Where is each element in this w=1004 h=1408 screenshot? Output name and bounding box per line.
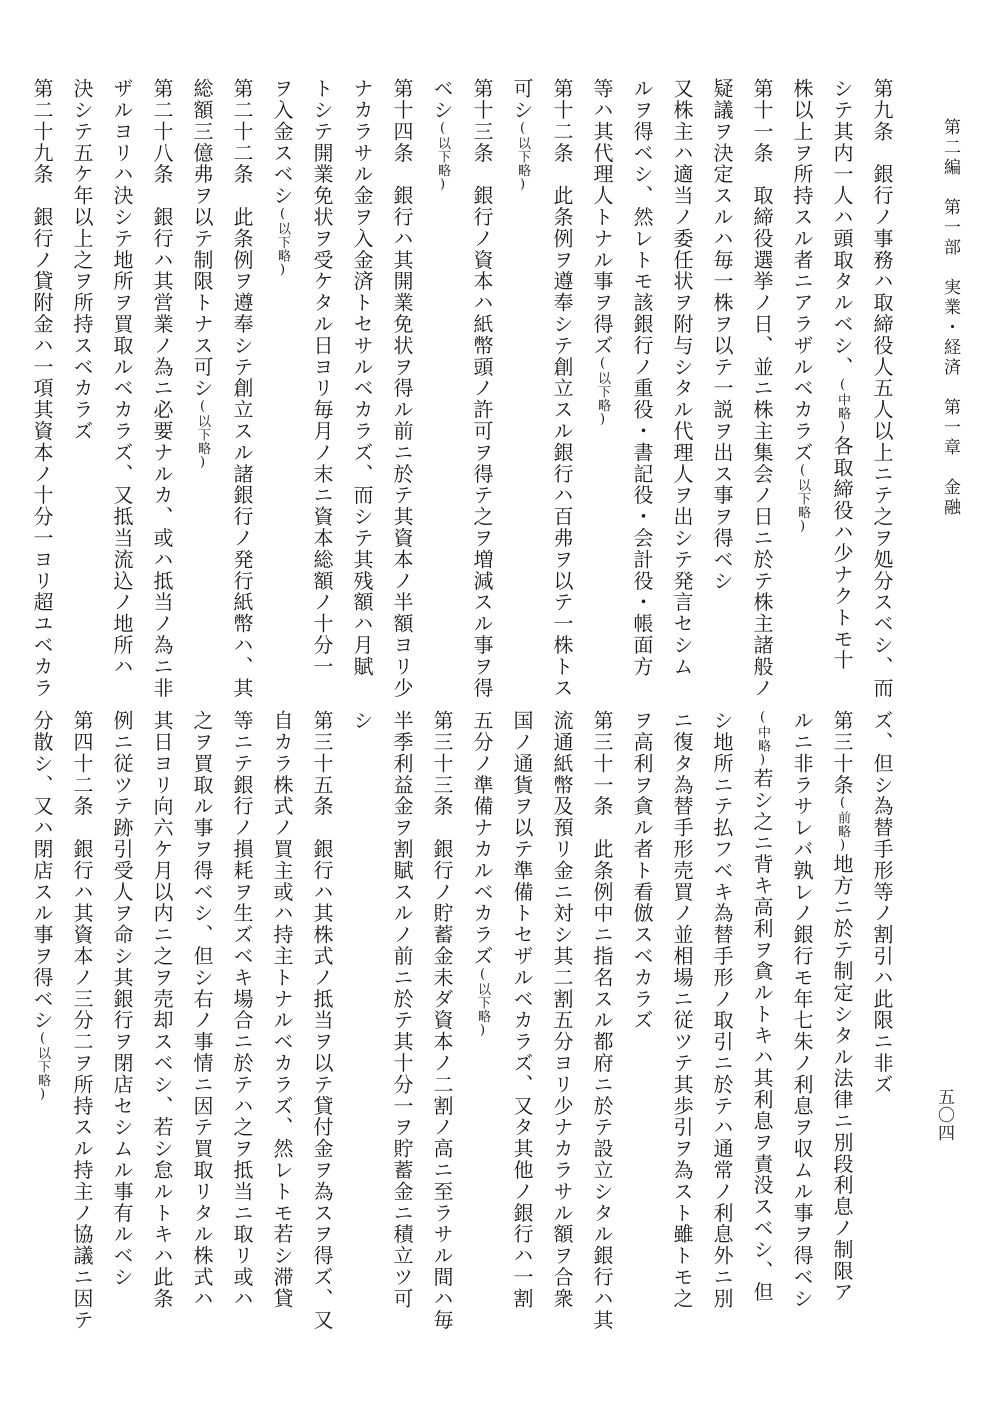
- text-line: [102, 78, 142, 678]
- text-segment: ルニ非ラサレバ孰レノ銀行モ年七朱ノ利息ヲ収ムル事ヲ得ベシ: [790, 710, 814, 1310]
- text-line: [62, 78, 102, 678]
- text-line: [22, 710, 62, 1346]
- editorial-note: (以下略): [475, 966, 490, 1039]
- text-segment: ニ復タ為替手形売買ノ並相場ニ従ツテ其歩引ヲ為スト雖トモ之: [670, 710, 694, 1310]
- text-segment: ヲ入金スベシ: [270, 78, 294, 207]
- text-line: [262, 710, 302, 1346]
- text-line: [702, 710, 742, 1346]
- text-line: [22, 78, 62, 699]
- text-segment: 之ヲ買取ル事ヲ得ベシ、但シ右ノ事情ニ因テ買取リタル株式ハ: [190, 710, 214, 1310]
- text-line: [502, 78, 542, 678]
- text-line: [662, 78, 702, 678]
- text-line: [142, 78, 182, 699]
- text-line: [662, 710, 702, 1346]
- editorial-note: (以下略): [595, 356, 610, 428]
- text-line: [382, 710, 422, 1346]
- text-segment: 第十三条 銀行ノ資本ハ紙幣頭ノ許可ヲ得テ之ヲ増減スル事ヲ得: [470, 78, 494, 699]
- text-line: [782, 710, 822, 1346]
- text-line: [382, 78, 422, 699]
- text-segment: シテ其内一人ハ頭取タルベシ、: [830, 78, 854, 378]
- text-line: [422, 78, 462, 678]
- editorial-note: (中略): [755, 710, 770, 768]
- text-line: [462, 710, 502, 1346]
- upper-text-block: [30, 78, 902, 699]
- lower-text-block: [30, 710, 902, 1346]
- text-line: [782, 78, 822, 678]
- text-segment: 各取締役ハ少ナクトモ十: [830, 435, 854, 672]
- text-segment: 第二十二条 此条例ヲ遵奉シテ創立スル諸銀行ノ発行紙幣ハ、其: [230, 78, 254, 699]
- editorial-note: (中略): [835, 377, 850, 436]
- text-segment: 第三十三条 銀行ノ貯蓄金未ダ資本ノ二割ノ高ニ至ラサル間ハ毎: [430, 710, 454, 1331]
- text-line: [422, 710, 462, 1346]
- text-segment: シ: [350, 710, 374, 732]
- text-segment: 疑議ヲ決定スルハ毎一株ヲ以テ一説ヲ出ス事ヲ得ベシ: [710, 78, 734, 592]
- text-segment: 第十一条 取締役選挙ノ日、並ニ株主集会ノ日ニ於テ株主諸般ノ: [750, 78, 774, 699]
- text-line: [262, 78, 302, 678]
- text-segment: 分散シ、又ハ閉店スル事ヲ得ベシ: [30, 710, 54, 1031]
- text-segment: 第四十二条 銀行ハ其資本ノ三分二ヲ所持スル持主ノ協議ニ因テ: [70, 710, 94, 1331]
- text-segment: 例ニ従ツテ跡引受人ヲ命シ其銀行ヲ閉店セシムル事有ルベシ: [110, 710, 134, 1288]
- text-segment: ルヲ得ベシ、然レトモ該銀行ノ重役・書記役・会計役・帳面方: [630, 78, 654, 678]
- text-segment: 等ハ其代理人トナル事ヲ得ズ: [590, 78, 614, 357]
- text-line: [862, 78, 902, 699]
- text-line: [542, 710, 582, 1346]
- editorial-note: (以下略): [435, 120, 450, 193]
- text-segment: シ地所ニテ払フベキ為替手形ノ取引ニ於テハ通常ノ利息外ニ別: [710, 710, 734, 1310]
- text-segment: 決シテ五ケ年以上之ヲ所持スベカラズ: [70, 78, 94, 442]
- text-line: [102, 710, 142, 1346]
- text-line: [182, 78, 222, 678]
- editorial-note: (前略): [835, 795, 850, 854]
- text-line: [222, 710, 262, 1346]
- text-segment: 自カラ株式ノ買主或ハ持主トナルベカラズ、然レトモ若シ滞貸: [270, 710, 294, 1310]
- text-line: [822, 710, 862, 1346]
- text-line: [622, 710, 662, 1346]
- text-segment: 流通紙幣及預リ金ニ対シ其二割五分ヨリ少ナカラサル額ヲ合衆: [550, 710, 574, 1310]
- text-segment: 地方ニ於テ制定シタル法律ニ別段利息ノ制限ア: [830, 853, 854, 1304]
- editorial-note: (以下略): [35, 1031, 50, 1103]
- text-segment: 第九条 銀行ノ事務ハ取締役人五人以上ニテ之ヲ処分スベシ、而: [870, 78, 894, 699]
- text-line: [542, 78, 582, 699]
- text-segment: 第十四条 銀行ハ其開業免状ヲ得ル前ニ於テ其資本ノ半額ヨリ少: [390, 78, 414, 699]
- text-line: [62, 710, 102, 1346]
- text-segment: 可シ: [510, 78, 534, 121]
- text-segment: 第三十五条 銀行ハ其株式ノ抵当ヲ以テ貸付金ヲ為スヲ得ズ、又: [310, 710, 334, 1331]
- editorial-note: (以下略): [195, 399, 210, 471]
- text-line: [342, 78, 382, 678]
- text-segment: 其日ヨリ向六ケ月以内ニ之ヲ売却スベシ、若シ怠ルトキハ此条: [150, 710, 174, 1310]
- text-line: [222, 78, 262, 699]
- text-line: [582, 710, 622, 1346]
- text-segment: ナカラサル金ヲ入金済トセサルベカラズ、而シテ其残額ハ月賦: [350, 78, 374, 678]
- text-line: [302, 78, 342, 678]
- text-segment: 第二十八条 銀行ハ其営業ノ為ニ必要ナルカ、或ハ抵当ノ為ニ非: [150, 78, 174, 699]
- text-line: [182, 710, 222, 1346]
- page-number: 五〇四: [934, 1088, 954, 1142]
- text-segment: 株以上ヲ所持スル者ニアラザルベカラズ: [790, 78, 814, 464]
- text-segment: 国ノ通貨ヲ以テ準備トセザルベカラズ、又タ其他ノ銀行ハ一割: [510, 710, 534, 1310]
- text-line: [502, 710, 542, 1346]
- text-segment: ヲ高利ヲ貪ル者ト看倣スベカラズ: [630, 710, 654, 1031]
- text-segment: 等ニテ銀行ノ損耗ヲ生ズベキ場合ニ於テハ之ヲ抵当ニ取リ或ハ: [230, 710, 254, 1310]
- text-line: [622, 78, 662, 678]
- editorial-note: (以下略): [275, 206, 290, 278]
- editorial-note: (以下略): [795, 463, 810, 535]
- text-segment: 若シ之ニ背キ高利ヲ貪ルトキハ其利息ヲ責没スベシ、但: [750, 768, 774, 1303]
- text-line: [822, 78, 862, 678]
- text-line: [142, 710, 182, 1346]
- text-line: [342, 710, 382, 1346]
- text-segment: ベシ: [430, 78, 454, 121]
- text-segment: 五分ノ準備ナカルベカラズ: [470, 710, 494, 967]
- text-line: [742, 78, 782, 699]
- text-segment: 第三十一条 此条例中ニ指名スル都府ニ於テ設立シタル銀行ハ其: [590, 710, 614, 1331]
- text-segment: 第三十条: [830, 710, 854, 796]
- text-line: [462, 78, 502, 699]
- running-header: 第二編 第一部 実業・経済 第一章 金融: [940, 118, 960, 518]
- text-segment: 半季利益金ヲ割賦スルノ前ニ於テ其十分一ヲ貯蓄金ニ積立ツ可: [390, 710, 414, 1310]
- text-line: [702, 78, 742, 678]
- text-segment: ザルヨリハ決シテ地所ヲ買取ルベカラズ、又抵当流込ノ地所ハ: [110, 78, 134, 678]
- editorial-note: (以下略): [515, 120, 530, 193]
- text-line: [582, 78, 622, 678]
- text-segment: 第二十九条 銀行ノ貸附金ハ一項其資本ノ十分一ヨリ超ユベカラ: [30, 78, 54, 699]
- text-segment: 又株主ハ適当ノ委任状ヲ附与シタル代理人ヲ出シテ発言セシム: [670, 78, 694, 678]
- text-segment: ズ、但シ為替手形等ノ割引ハ此限ニ非ズ: [870, 710, 894, 1096]
- text-segment: 第十二条 此条例ヲ遵奉シテ創立スル銀行ハ百弗ヲ以テ一株トス: [550, 78, 574, 699]
- text-line: [742, 710, 782, 1346]
- text-line: [302, 710, 342, 1346]
- text-segment: トシテ開業免状ヲ受ケタル日ヨリ毎月ノ末ニ資本総額ノ十分一: [310, 78, 334, 678]
- text-segment: 総額三億弗ヲ以テ制限トナス可シ: [190, 78, 214, 399]
- text-line: [862, 710, 902, 1346]
